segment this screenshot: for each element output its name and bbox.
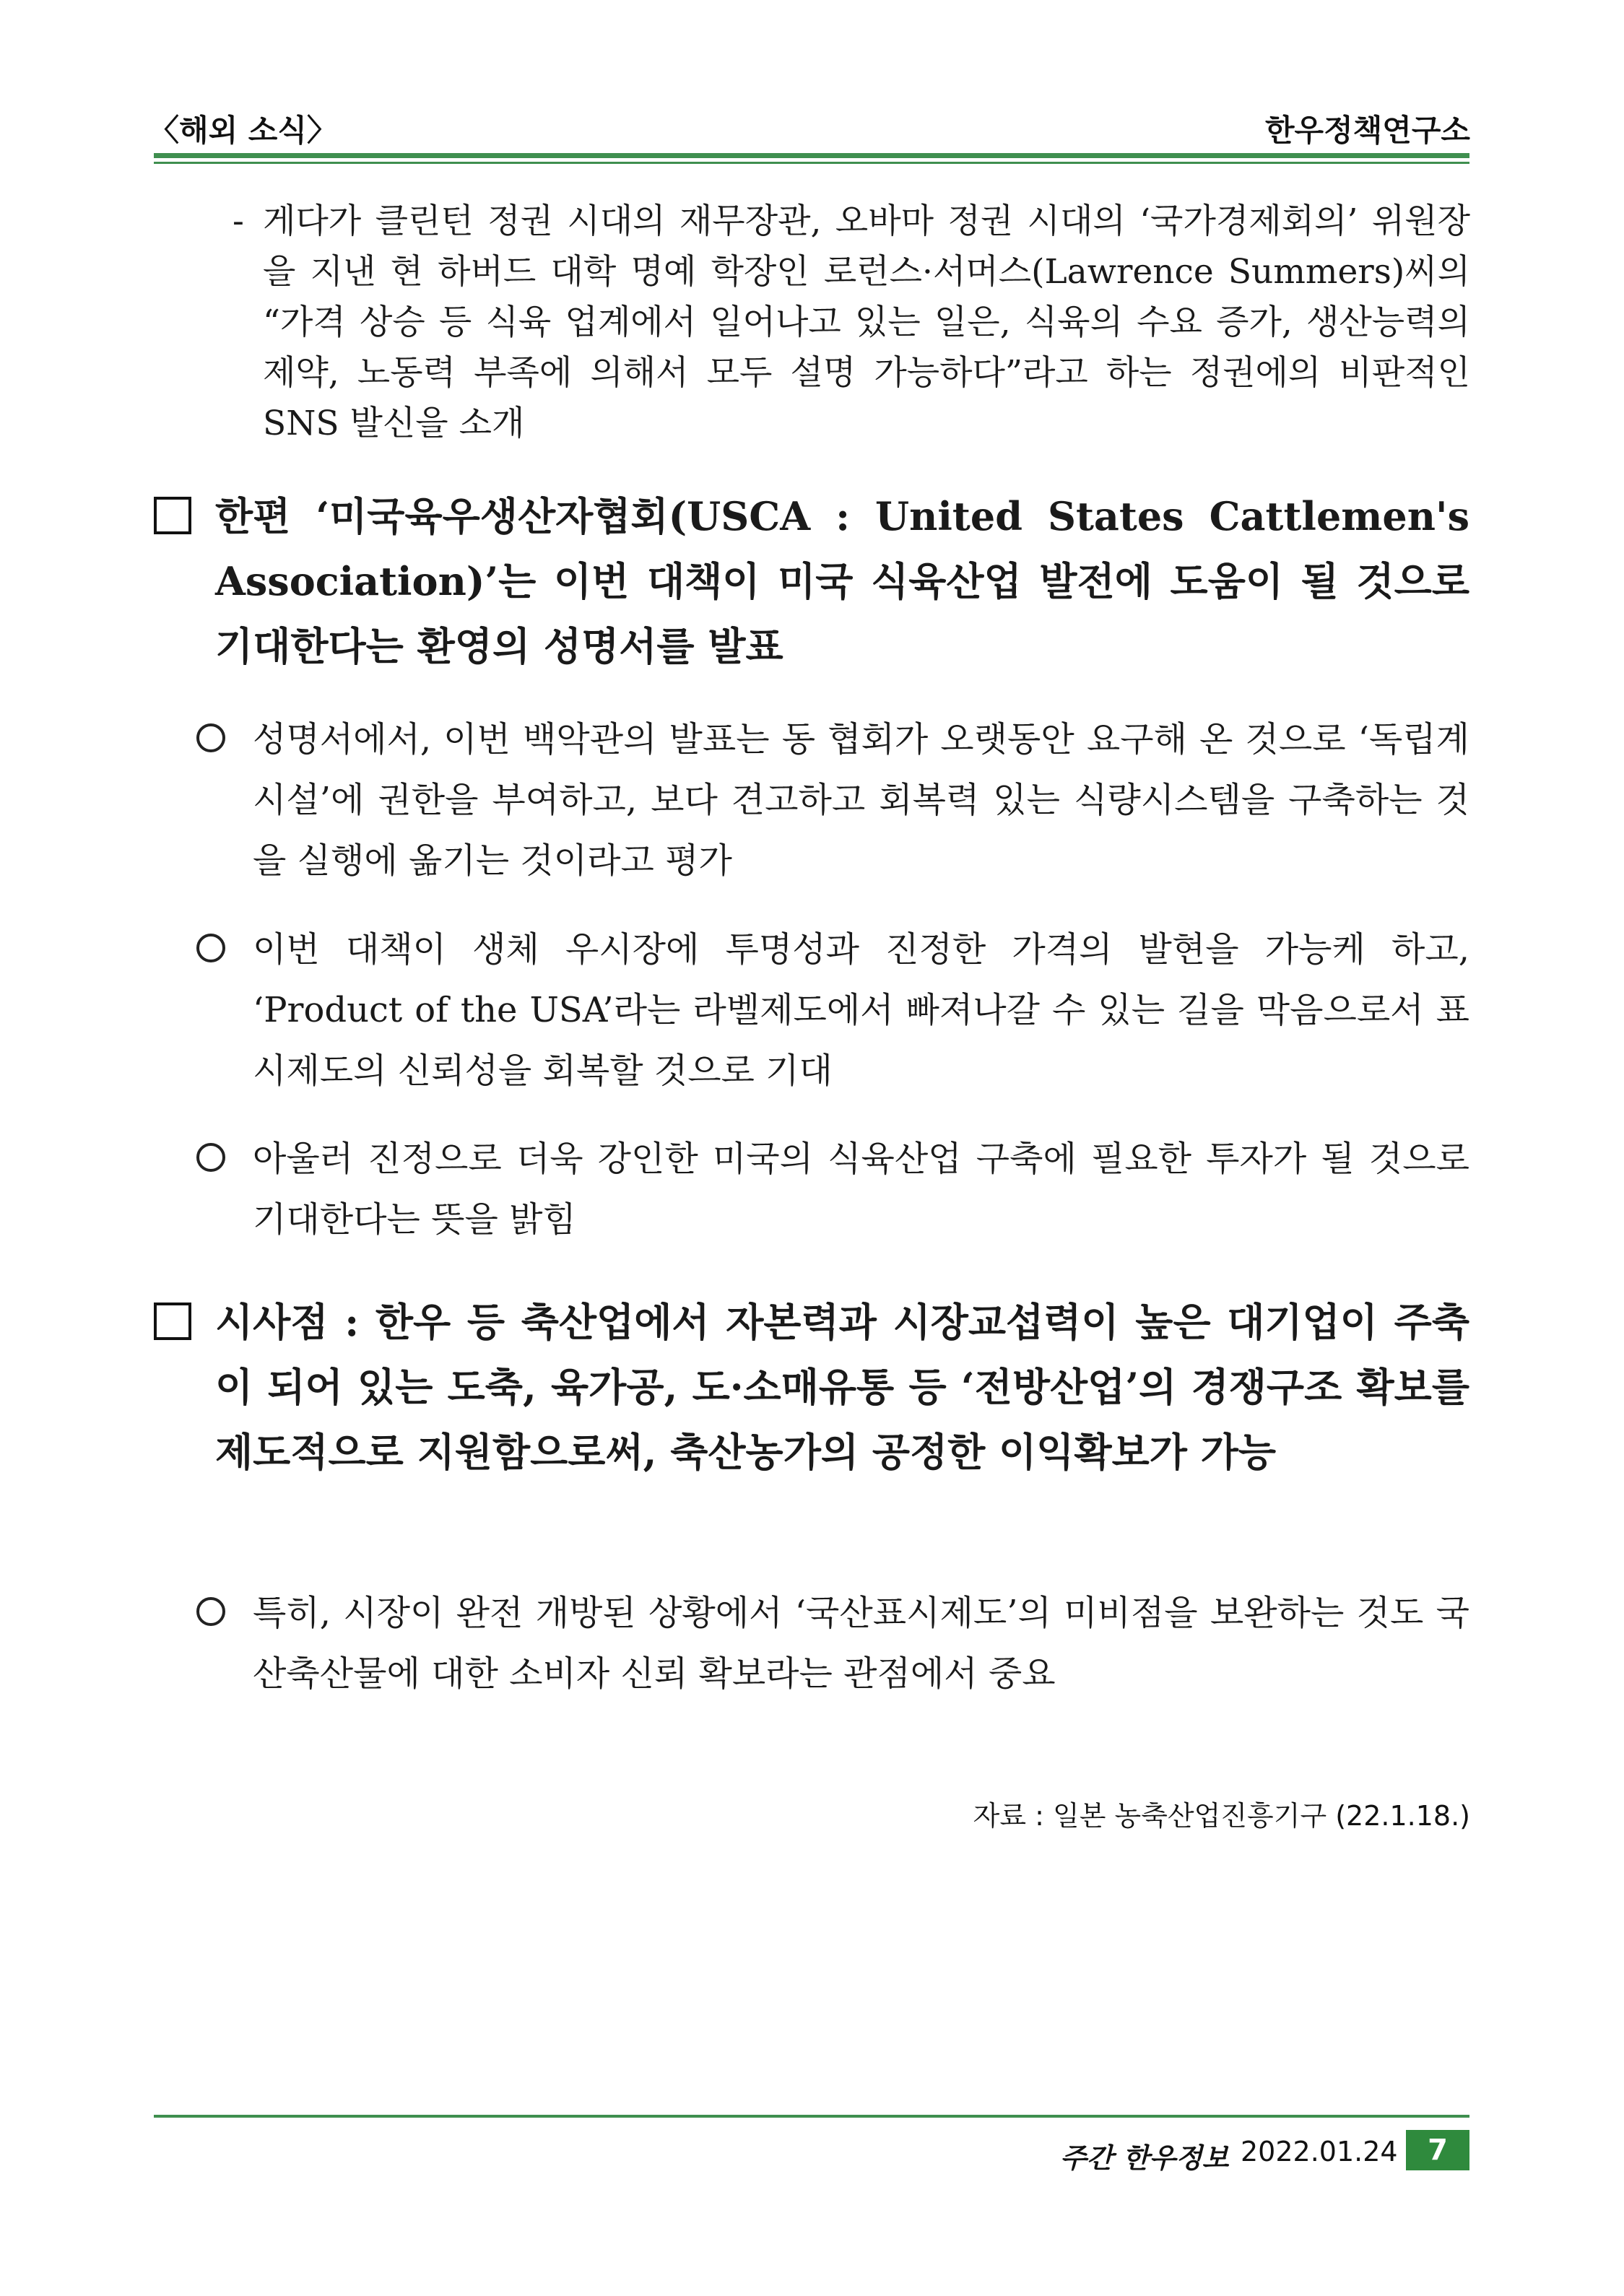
square-bullet-text: 한편 ‘미국육우생산자협회(USCA : United States Cattlemen's Association)’는 이번 대책이 미국 식육산업 발전에 도움이 될 것으로 기대한다는 환영의 성명서를 발표	[215, 493, 1469, 669]
dash-marker: -	[233, 201, 244, 241]
circle-bullet-text: 아울러 진정으로 더욱 강인한 미국의 식육산업 구축에 필요한 투자가 될 것으로 기대한다는 뜻을 밝힘	[253, 1139, 1469, 1240]
circle-bullet-icon	[196, 723, 225, 752]
square-checkbox-icon	[154, 497, 191, 534]
circle-bullet-text: 이번 대책이 생체 우시장에 투명성과 진정한 가격의 발현을 가능케 하고, ‘Product of the USA’라는 라벨제도에서 빠져나갈 수 있는 길을 막음으로서 표시제도의 신뢰성을 회복할 것으로 기대	[253, 929, 1469, 1091]
source-citation: 자료 : 일본 농축산업진흥기구 (22.1.18.)	[973, 1800, 1470, 1832]
organization-name: 한우정책연구소	[1264, 113, 1470, 148]
header-rule-thin	[154, 162, 1469, 164]
circle-bullet-text: 특히, 시장이 완전 개방된 상황에서 ‘국산표시제도’의 미비점을 보완하는 것도 국산축산물에 대한 소비자 신뢰 확보라는 관점에서 중요	[253, 1593, 1469, 1694]
publication-name: 주간 한우정보	[1060, 2142, 1229, 2174]
section-label: 〈해외 소식〉	[149, 113, 337, 148]
circle-bullet-text: 성명서에서, 이번 백악관의 발표는 동 협회가 오랫동안 요구해 온 것으로 ‘독립계 시설’에 권한을 부여하고, 보다 견고하고 회복력 있는 식량시스템을 구축하는 것을 실행에 옮기는 것이라고 평가	[253, 719, 1469, 881]
header-rule	[154, 153, 1469, 158]
circle-bullet-icon	[196, 1143, 225, 1172]
square-bullet-text: 시사점 : 한우 등 축산업에서 자본력과 시장교섭력이 높은 대기업이 주축이 되어 있는 도축, 육가공, 도·소매유통 등 ‘전방산업’의 경쟁구조 확보를 제도적으로 지원함으로써, 축산농가의 공정한 이익확보가 가능	[215, 1299, 1469, 1475]
publication-date: 2022.01.24	[1241, 2136, 1398, 2167]
page-number: 7	[1406, 2130, 1469, 2170]
dash-bullet-text: 게다가 클린턴 정권 시대의 재무장관, 오바마 정권 시대의 ‘국가경제회의’ 위원장을 지낸 현 하버드 대학 명예 학장인 로런스·서머스(Lawrence Summers)씨의 “가격 상승 등 식육 업계에서 일어나고 있는 일은, 식육의 수요 증가, 생산능력의 제약, 노동력 부족에 의해서 모두 설명 가능하다”라고 하는 정권에의 비판적인 SNS 발신을 소개	[263, 201, 1470, 443]
square-checkbox-icon	[154, 1303, 191, 1340]
footer-rule	[154, 2115, 1469, 2118]
circle-bullet-icon	[196, 934, 225, 962]
circle-bullet-icon	[196, 1597, 225, 1626]
